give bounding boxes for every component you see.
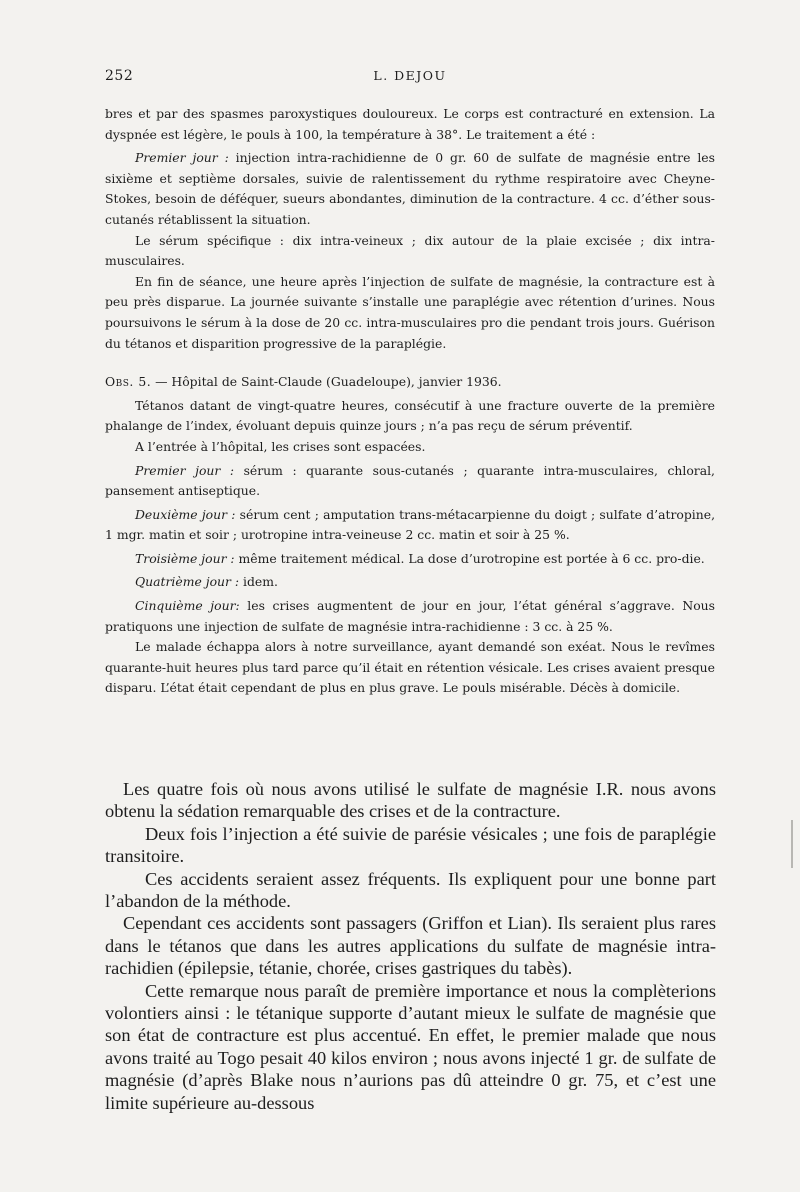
paragraph: Cette remarque nous paraît de première importance et nous la complèterions volontiers ainsi : le tétanique supporte d’autant mieux le sulfate de magnésie que son état de contracture est plus accentué. En effet, le premier malade que nous avons traité au Togo pesait 40 kilos environ ; nous avons injecté 1 gr. de sulfate de magnésie (d’après Blake nous n’aurions pas dû atteindre 0 gr. 75, et c’est une limite supérieure au-dessous [105,980,716,1113]
paragraph: A l’entrée à l’hôpital, les crises sont espacées. [135,438,426,454]
paragraph: Ces accidents seraient assez fréquents. Ils expliquent pour une bonne part l’abandon de la méthode. [105,868,716,912]
day-entry [105,505,715,546]
observation-heading [105,372,715,393]
day-text: même traitement médical. La dose d’urotropine est portée à 6 cc. pro-die. [234,550,705,566]
day-entry [105,596,715,637]
day-text: sérum : quarante sous-cutanés ; quarante intra-musculaires, chloral, pansement antiseptique. [105,462,715,499]
paragraph: Tétanos datant de vingt-quatre heures, consécutif à une fracture ouverte de la première phalange de l’index, évoluant depuis quinze jours ; n’a pas reçu de sérum préventif. [105,397,715,434]
paragraph: En fin de séance, une heure après l’injection de sulfate de magnésie, la contracture est à peu près disparue. La journée suivante s’installe une paraplégie avec rétention d’urines. Nous poursuivons le sérum à la dose de 20 cc. intra-musculaires pro die pendant trois jours. Guérison du tétanos et disparition progressive de la paraplégie. [105,273,715,351]
paragraph: Le malade échappa alors à notre surveillance, ayant demandé son exéat. Nous le revîmes quarante-huit heures plus tard parce qu’il était en rétention vésicale. Les crises avaient presque disparu. L’état était cependant de plus en plus grave. Le pouls misérable. Décès à domicile. [105,639,715,696]
paragraph: Le sérum spécifique : dix intra-veineux ; dix autour de la plaie excisée ; dix intra-musculaires. [105,232,715,269]
day-label: Troisième jour : [135,550,235,566]
paragraph: Cependant ces accidents sont passagers (Griffon et Lian). Ils seraient plus rares dans le tétanos que dans les autres applications du sulfate de magnésie intra-rachidien (épilepsie, tétanie, chorée, crises gastriques du tabès). [105,913,716,979]
day-text: idem. [239,574,278,590]
running-author: L. DEJOU [373,68,447,83]
day-label: Premier jour : [135,462,235,478]
paragraph: Deux fois l’injection a été suivie de parésie vésicales ; une fois de paraplégie transitoire. [105,823,716,867]
day-label: Cinquième jour: [135,598,240,614]
main-text [105,778,716,1114]
margin-mark [791,820,793,868]
day-text: les crises augmentent de jour en jour, l’état général s’aggrave. Nous pratiquons une injection de sulfate de magnésie intra-rachidienne : 3 cc. à 25 %. [105,598,715,634]
running-header [105,68,715,88]
observation-text: — Hôpital de Saint-Claude (Guadeloupe), janvier 1936. [151,374,502,390]
observation-label: Obs. 5. [105,374,152,390]
paragraph: Les quatre fois où nous avons utilisé le sulfate de magnésie I.R. nous avons obtenu la sédation remarquable des crises et de la contracture. [105,779,716,822]
day-label: Premier jour : [135,150,229,166]
day-entry [105,572,715,593]
day-text: sérum cent ; amputation trans-métacarpienne du doigt ; sulfate d’atropine, 1 mgr. matin et soir ; urotropine intra-veineuse 2 cc. matin et soir à 25 %. [105,506,716,543]
day-entry [105,549,715,570]
paragraph-continued: bres et par des spasmes paroxystiques douloureux. Le corps est contracturé en extension. La dyspnée est légère, le pouls à 100, la température à 38°. Le traitement a été : [105,106,715,142]
day-label: Quatrième jour : [135,574,240,590]
day-label: Deuxième jour : [135,506,236,522]
day-entry [105,148,715,230]
case-report-section [105,104,715,699]
day-entry [105,461,715,502]
day-text: injection intra-rachidienne de 0 gr. 60 de sulfate de magnésie entre les sixième et septième dorsales, suivie de ralentissement du rythme respiratoire avec Cheyne-Stokes, besoin de déféquer, sueurs abondantes, diminution de la contracture. 4 cc. d’éther sous-cutanés rétablissent la situation. [105,150,715,227]
page-number: 252 [105,68,134,84]
